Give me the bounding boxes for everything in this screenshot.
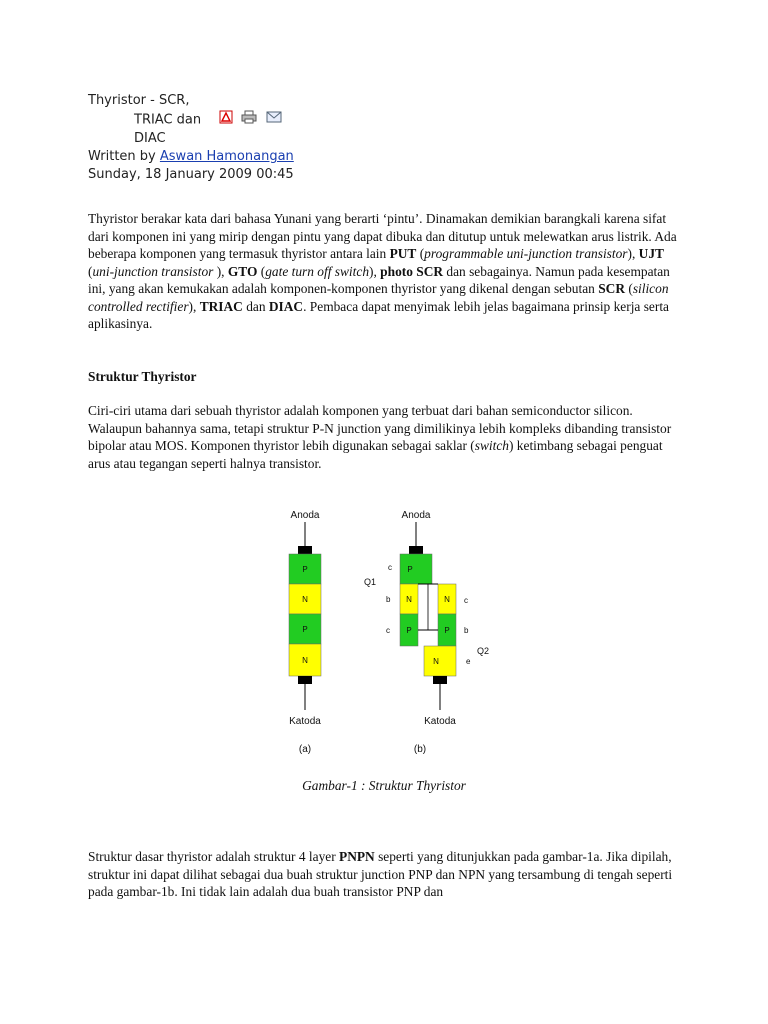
svg-text:e: e: [466, 657, 471, 666]
intro-paragraph: Thyristor berakar kata dari bahasa Yunani yang berarti ‘pintu’. Dinamakan demikian barangkali karena sifat dari komponen ini yang mirip dengan pintu yang dapat dibuka dan ditutup untuk melewatkan arus listrik. Ada beberapa komponen yang termasuk thyristor antara lain PUT (programmable uni-junction transistor), UJT (uni-junction transistor ), GTO (gate turn off switch), photo SCR dan sebagainya. Namun pada kesempatan ini, yang akan kemukakan adalah komponen-komponen thyristor yang dikenal dengan sebutan SCR (silicon controlled rectifier), TRIAC dan DIAC. Pembaca dapat menyimak lebih jelas bagaimana prinsip kerja serta aplikasinya.: [88, 211, 677, 331]
written-by-label: Written by: [88, 149, 156, 164]
svg-text:N: N: [444, 595, 450, 604]
layer-a-label: N: [302, 595, 308, 604]
print-icon[interactable]: [241, 110, 257, 130]
article-actions: [219, 110, 285, 130]
article-title-line1: Thyristor - SCR,: [88, 93, 190, 108]
article-title-line3: DIAC: [134, 131, 166, 146]
article-title-line2: TRIAC dan: [134, 112, 202, 128]
q2-n2-block: [424, 646, 456, 676]
term-scr: SCR: [598, 281, 625, 296]
term-diac: DIAC: [268, 298, 304, 314]
svg-text:N: N: [406, 595, 412, 604]
term-gto: GTO: [227, 263, 258, 279]
svg-text:c: c: [388, 563, 392, 572]
term-photo-scr: photo SCR: [380, 263, 444, 279]
svg-text:b: b: [464, 626, 469, 635]
svg-text:b: b: [386, 595, 391, 604]
anoda-label-a: Anoda: [290, 510, 320, 521]
struktur-paragraph: Ciri-ciri utama dari sebuah thyristor adalah komponen yang terbuat dari bahan semiconductor silicon. Walaupun bahannya sama, tetapi struktur P-N junction yang dimilikinya lebih kompleks dibanding transistor bipolar atau MOS. Komponen thyristor lebih digunakan sebagai saklar (switch) ketimbang sebagai penguat arus atau tegangan seperti halnya transistor.: [88, 403, 672, 471]
svg-text:c: c: [386, 626, 390, 635]
pdf-icon[interactable]: [219, 110, 233, 130]
article-header: [88, 92, 294, 184]
katoda-label-b: Katoda: [424, 716, 456, 727]
svg-text:P: P: [406, 626, 412, 635]
svg-text:P: P: [444, 626, 450, 635]
author-link[interactable]: Aswan Hamonangan: [159, 149, 294, 164]
term-ujt: UJT: [638, 246, 664, 261]
anoda-label-b: Anoda: [401, 510, 431, 521]
term-triac: TRIAC: [199, 298, 243, 314]
q2-label: Q2: [477, 646, 490, 656]
figure-label-a: (a): [298, 744, 312, 755]
katoda-label-a: Katoda: [289, 716, 321, 727]
figure-label-b: (b): [413, 744, 427, 755]
email-icon[interactable]: [266, 111, 282, 129]
article-date: Sunday, 18 January 2009 00:45: [88, 167, 294, 182]
term-put: PUT: [389, 246, 417, 261]
section-title: Struktur Thyristor: [88, 369, 197, 384]
q1-p-block: [400, 554, 432, 584]
thyristor-structure-figure: [270, 502, 530, 762]
svg-text:P: P: [407, 565, 413, 574]
bottom-paragraph: Struktur dasar thyristor adalah struktur 4 layer PNPN seperti yang ditunjukkan pada gambar-1a. Jika dipilah, struktur ini dapat dilihat sebagai dua buah struktur junction PNP dan NPN yang tersambung di tengah seperti pada gambar-1b. Ini tidak lain adalah dua buah transistor PNP dan: [88, 849, 673, 899]
layer-a-label: P: [302, 625, 308, 634]
layer-a-label: P: [302, 565, 308, 574]
term-pnpn: PNPN: [339, 849, 375, 864]
svg-text:N: N: [433, 657, 439, 666]
layer-a-label: N: [302, 656, 308, 665]
svg-text:c: c: [464, 596, 468, 605]
q1-label: Q1: [364, 577, 377, 587]
figure-caption: Gambar-1 : Struktur Thyristor: [302, 778, 466, 793]
